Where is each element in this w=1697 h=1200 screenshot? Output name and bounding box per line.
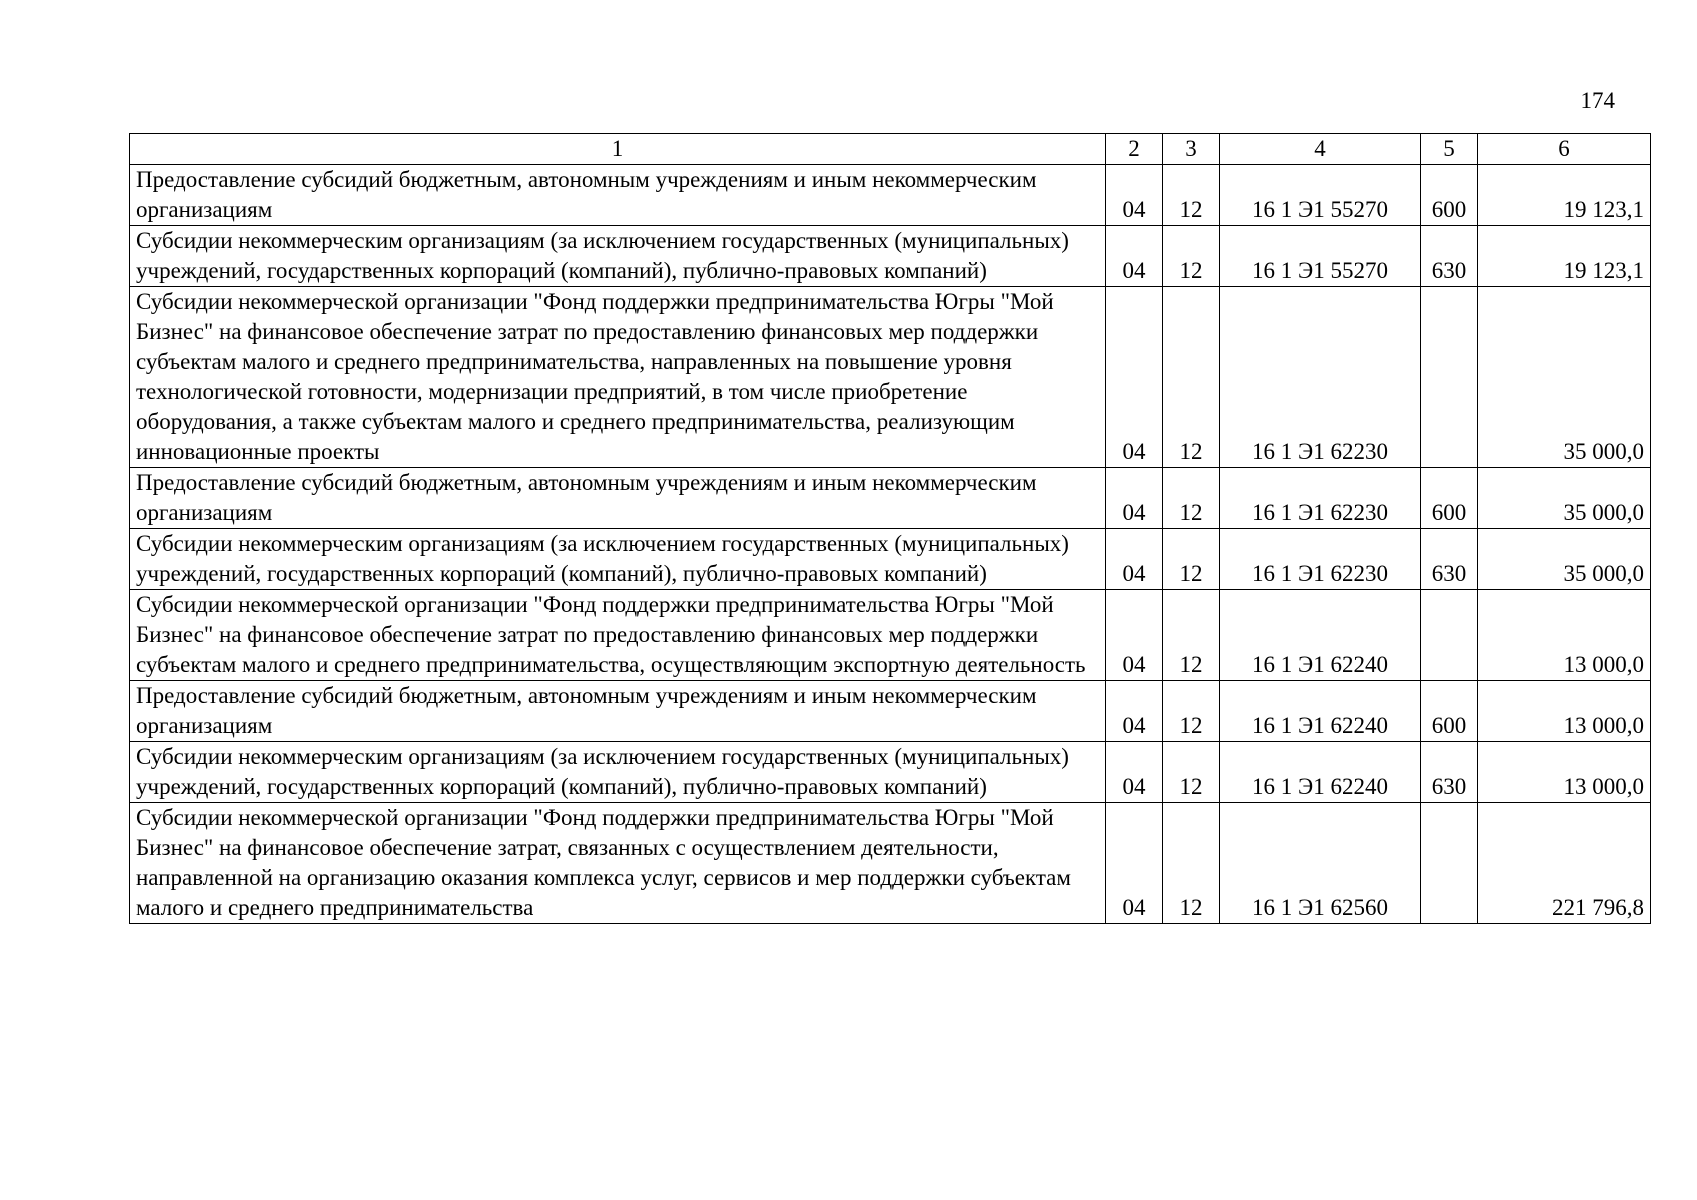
row-pr: 12 bbox=[1163, 742, 1220, 803]
budget-table bbox=[129, 133, 1651, 924]
row-pr: 12 bbox=[1163, 529, 1220, 590]
row-pr: 12 bbox=[1163, 681, 1220, 742]
row-csr: 16 1 Э1 62240 bbox=[1220, 681, 1421, 742]
row-vr: 630 bbox=[1421, 226, 1478, 287]
column-header-3: 3 bbox=[1163, 134, 1220, 165]
table-row bbox=[130, 226, 1651, 287]
row-amount: 35 000,0 bbox=[1478, 468, 1651, 529]
row-pr: 12 bbox=[1163, 803, 1220, 924]
table-row bbox=[130, 742, 1651, 803]
row-description: Предоставление субсидий бюджетным, автономным учреждениям и иным некоммерческим организациям bbox=[130, 681, 1106, 742]
column-header-2: 2 bbox=[1106, 134, 1163, 165]
row-rz: 04 bbox=[1106, 742, 1163, 803]
row-amount: 221 796,8 bbox=[1478, 803, 1651, 924]
row-rz: 04 bbox=[1106, 529, 1163, 590]
row-rz: 04 bbox=[1106, 226, 1163, 287]
row-csr: 16 1 Э1 55270 bbox=[1220, 226, 1421, 287]
table-row bbox=[130, 165, 1651, 226]
row-pr: 12 bbox=[1163, 226, 1220, 287]
row-description: Предоставление субсидий бюджетным, автономным учреждениям и иным некоммерческим организациям bbox=[130, 468, 1106, 529]
row-amount: 13 000,0 bbox=[1478, 590, 1651, 681]
row-amount: 35 000,0 bbox=[1478, 287, 1651, 468]
row-csr: 16 1 Э1 62230 bbox=[1220, 468, 1421, 529]
row-csr: 16 1 Э1 62560 bbox=[1220, 803, 1421, 924]
row-description: Субсидии некоммерческим организациям (за исключением государственных (муниципальных) учреждений, государственных корпораций (компаний), публично-правовых компаний) bbox=[130, 529, 1106, 590]
table-row bbox=[130, 803, 1651, 924]
table-header-row bbox=[130, 134, 1651, 165]
row-amount: 19 123,1 bbox=[1478, 165, 1651, 226]
row-amount: 13 000,0 bbox=[1478, 742, 1651, 803]
column-header-4: 4 bbox=[1220, 134, 1421, 165]
row-pr: 12 bbox=[1163, 468, 1220, 529]
row-csr: 16 1 Э1 62240 bbox=[1220, 590, 1421, 681]
row-amount: 13 000,0 bbox=[1478, 681, 1651, 742]
row-vr: 630 bbox=[1421, 742, 1478, 803]
table-row bbox=[130, 681, 1651, 742]
table-row bbox=[130, 590, 1651, 681]
row-vr: 630 bbox=[1421, 529, 1478, 590]
row-rz: 04 bbox=[1106, 165, 1163, 226]
row-description: Субсидии некоммерческим организациям (за исключением государственных (муниципальных) учреждений, государственных корпораций (компаний), публично-правовых компаний) bbox=[130, 226, 1106, 287]
row-vr: 600 bbox=[1421, 681, 1478, 742]
table-row bbox=[130, 287, 1651, 468]
column-header-5: 5 bbox=[1421, 134, 1478, 165]
row-description: Субсидии некоммерческим организациям (за исключением государственных (муниципальных) учреждений, государственных корпораций (компаний), публично-правовых компаний) bbox=[130, 742, 1106, 803]
row-description: Субсидии некоммерческой организации "Фонд поддержки предпринимательства Югры "Мой Бизнес" на финансовое обеспечение затрат по предоставлению финансовых мер поддержки субъектам малого и среднего предпринимательства, осуществляющим экспортную деятельность bbox=[130, 590, 1106, 681]
row-vr bbox=[1421, 590, 1478, 681]
row-csr: 16 1 Э1 55270 bbox=[1220, 165, 1421, 226]
row-pr: 12 bbox=[1163, 165, 1220, 226]
row-rz: 04 bbox=[1106, 590, 1163, 681]
row-rz: 04 bbox=[1106, 468, 1163, 529]
row-rz: 04 bbox=[1106, 803, 1163, 924]
row-csr: 16 1 Э1 62240 bbox=[1220, 742, 1421, 803]
table-row bbox=[130, 529, 1651, 590]
column-header-6: 6 bbox=[1478, 134, 1651, 165]
row-rz: 04 bbox=[1106, 287, 1163, 468]
row-amount: 35 000,0 bbox=[1478, 529, 1651, 590]
row-csr: 16 1 Э1 62230 bbox=[1220, 287, 1421, 468]
row-pr: 12 bbox=[1163, 287, 1220, 468]
table-row bbox=[130, 468, 1651, 529]
row-rz: 04 bbox=[1106, 681, 1163, 742]
page-number: 174 bbox=[1580, 88, 1615, 113]
row-description: Предоставление субсидий бюджетным, автономным учреждениям и иным некоммерческим организациям bbox=[130, 165, 1106, 226]
row-vr: 600 bbox=[1421, 165, 1478, 226]
row-amount: 19 123,1 bbox=[1478, 226, 1651, 287]
row-pr: 12 bbox=[1163, 590, 1220, 681]
row-vr bbox=[1421, 287, 1478, 468]
row-csr: 16 1 Э1 62230 bbox=[1220, 529, 1421, 590]
row-description: Субсидии некоммерческой организации "Фонд поддержки предпринимательства Югры "Мой Бизнес" на финансовое обеспечение затрат, связанных с осуществлением деятельности, направленной на организацию оказания комплекса услуг, сервисов и мер поддержки субъектам малого и среднего предпринимательства bbox=[130, 803, 1106, 924]
row-vr bbox=[1421, 803, 1478, 924]
row-vr: 600 bbox=[1421, 468, 1478, 529]
column-header-1: 1 bbox=[130, 134, 1106, 165]
row-description: Субсидии некоммерческой организации "Фонд поддержки предпринимательства Югры "Мой Бизнес" на финансовое обеспечение затрат по предоставлению финансовых мер поддержки субъектам малого и среднего предпринимательства, направленных на повышение уровня технологической готовности, модернизации предприятий, в том числе приобретение оборудования, а также субъектам малого и среднего предпринимательства, реализующим инновационные проекты bbox=[130, 287, 1106, 468]
